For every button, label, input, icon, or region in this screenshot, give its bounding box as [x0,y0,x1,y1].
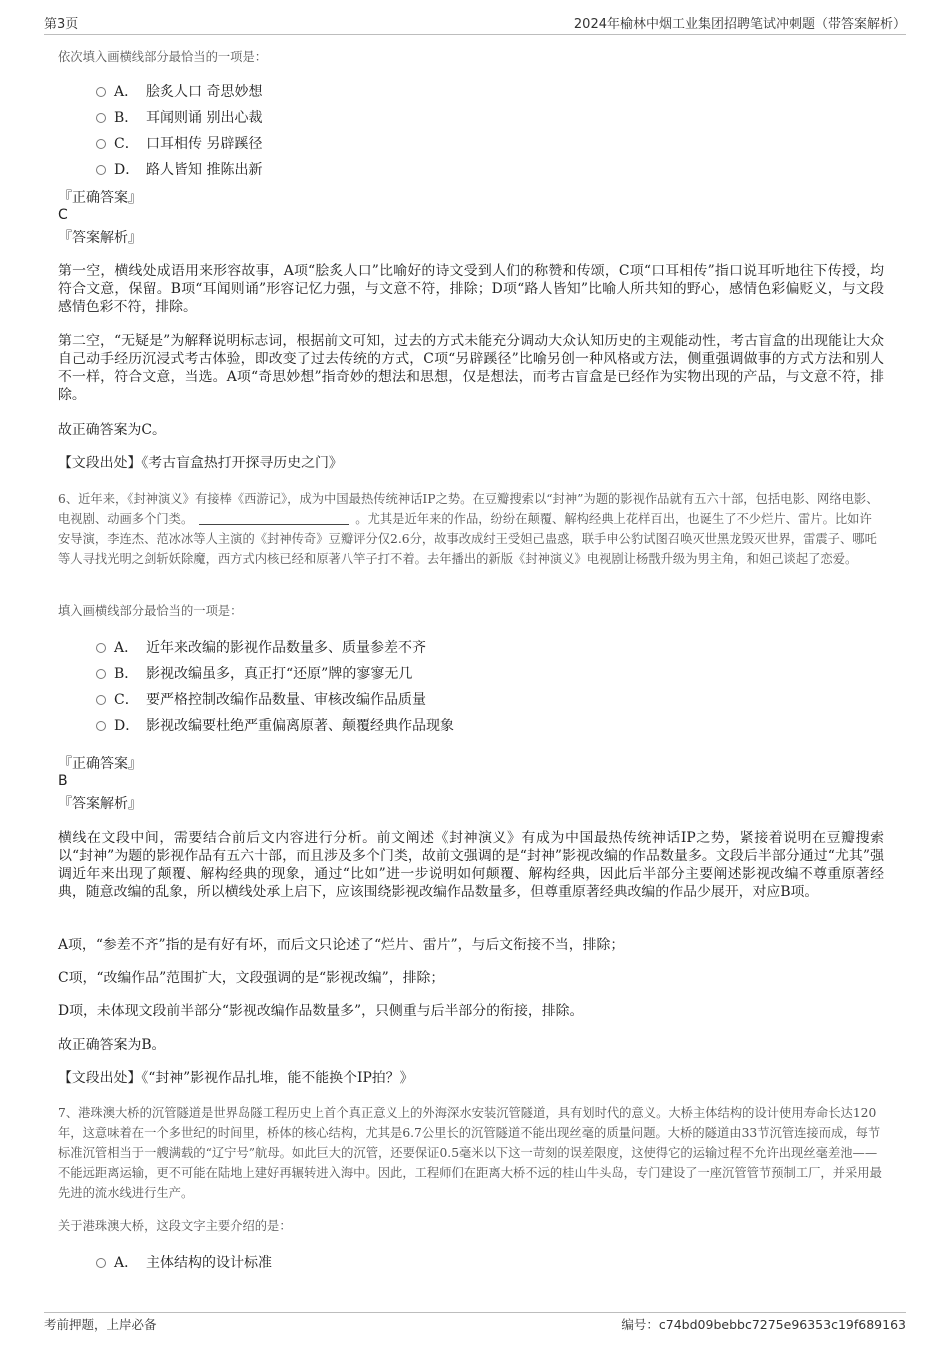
radio-icon[interactable] [96,643,106,653]
q5-option-c[interactable]: C． 口耳相传 另辟蹊径 [96,134,262,154]
q5-analysis-p1: 第一空，横线处成语用来形容故事，A项“脍炙人口”比喻好的诗文受到人们的称赞和传颂，C项“口耳相传”指口说耳听地往下传授，均符合文意，保留。B项“耳闻则诵”形容记忆力强，与文意不符，排除；D项“路人皆知”比喻人所共知的野心，感情色彩偏贬义，与文段感情色彩不符，排除。 [58,263,884,315]
q5-option-b[interactable]: B． 耳闻则诵 别出心裁 [96,108,262,128]
q5-conclusion: 故正确答案为C。 [58,422,166,438]
q7-prompt: 关于港珠澳大桥，这段文字主要介绍的是： [58,1219,292,1233]
radio-icon[interactable] [96,669,106,679]
page-number: 第3页 [44,17,79,32]
q6-answer: B [58,773,68,789]
page-header [44,10,906,35]
q5-analysis-p2: 第二空，“无疑是”为解释说明标志词，根据前文可知，过去的方式未能充分调动大众认知历史的主观能动性，考古盲盒的出现能让大众自己动手经历沉浸式考古体验，即改变了过去传统的方式，C项“另辟蹊径”比喻另创一种风格或方法，侧重强调做事的方式方法和别人不一样，符合文意，当选。A项“奇思妙想”指奇妙的想法和思想，仅是想法，而考古盲盒是已经作为实物出现的产品，与文意不符，排除。 [58,333,884,403]
q6-option-c[interactable]: C． 要严格控制改编作品数量、审核改编作品质量 [96,690,426,710]
q6-analysis-d: D项，未体现文段前半部分“影视改编作品数量多”，只侧重与后半部分的衔接，排除。 [58,1003,584,1019]
radio-icon[interactable] [96,165,106,175]
q7-option-a[interactable]: A． 主体结构的设计标准 [96,1253,272,1273]
radio-icon[interactable] [96,87,106,97]
q6-source: 【文段出处】《“封神”影视作品扎堆，能不能换个IP拍？》 [58,1070,414,1086]
radio-icon[interactable] [96,139,106,149]
q6-conclusion: 故正确答案为B。 [58,1037,166,1053]
fill-blank-line [199,512,349,525]
q6-answer-label: 『正确答案』 [58,756,142,772]
q6-prompt: 填入画横线部分最恰当的一项是： [58,604,243,618]
q6-option-b[interactable]: B． 影视改编虽多，真正打“还原”牌的寥寥无几 [96,664,412,684]
radio-icon[interactable] [96,695,106,705]
q5-source: 【文段出处】《考古盲盒热打开探寻历史之门》 [58,455,343,471]
q6-analysis-a: A项，“参差不齐”指的是有好有坏，而后文只论述了“烂片、雷片”，与后文衔接不当，排除； [58,937,625,953]
q6-analysis-label: 『答案解析』 [58,796,142,812]
footer-slogan: 考前押题，上岸必备 [44,1317,157,1332]
document-title: 2024年榆林中烟工业集团招聘笔试冲刺题（带答案解析） [573,17,906,32]
q5-option-a[interactable]: A． 脍炙人口 奇思妙想 [96,82,262,102]
q5-answer: C [58,207,68,223]
radio-icon[interactable] [96,721,106,731]
q6-passage: 6、近年来，《封神演义》有接棒《西游记》，成为中国最热传统神话IP之势。在豆瓣搜索以“封神”为题的影视作品就有五六十部，包括电影、网络电影、电视剧、动画多个门类。 。尤其是近年来的作品，纷纷在颠覆、解构经典上花样百出，也诞生了不少烂片、雷片。比如许安导演，李连杰、范冰冰等人主演的《封神传奇》豆瓣评分仅2.6分，故事改成纣王受妲己蛊惑，联手申公豹试图召唤灭世黑龙毁灭世界，雷震子、哪吒等人寻找光明之剑斩妖除魔，西方式内核已经和原著八竿子打不着。去年播出的新版《封神演义》电视剧让杨戬升级为男主角，和妲己谈起了恋爱。 [58,492,879,566]
q6-option-a[interactable]: A． 近年来改编的影视作品数量多、质量参差不齐 [96,638,426,658]
q6-option-d[interactable]: D． 影视改编要杜绝严重偏离原著、颠覆经典作品现象 [96,716,454,736]
q5-prompt: 依次填入画横线部分最恰当的一项是： [58,50,268,64]
q6-analysis-p1: 横线在文段中间，需要结合前后文内容进行分析。前文阐述《封神演义》有成为中国最热传统神话IP之势，紧接着说明在豆瓣搜索以“封神”为题的影视作品有五六十部，而且涉及多个门类，故前文强调的是“封神”影视改编的作品数量多。文段后半部分通过“尤其”强调近年来出现了颠覆、解构经典的现象，通过“比如”进一步说明如何颠覆、解构经典，因此后半部分主要阐述影视改编不尊重原著经典，随意改编的乱象，所以横线处承上启下，应该围绕影视改编作品数量多，但尊重原著经典改编的作品少展开，对应B项。 [58,830,884,900]
q7-passage: 7、港珠澳大桥的沉管隧道是世界岛隧工程历史上首个真正意义上的外海深水安装沉管隧道，具有划时代的意义。大桥主体结构的设计使用寿命长达120年，这意味着在一个多世纪的时间里，桥体的核心结构，尤其是6.7公里长的沉管隧道不能出现丝毫的质量问题。大桥的隧道由33节沉管连接而成，每节标准沉管相当于一艘满载的“辽宁号”航母。如此巨大的沉管，还要保证0.5毫米以下这一苛刻的误差限度，这使得它的运输过程不允许出现丝毫差池——不能远距离运输，更不可能在陆地上建好再辗转进入海中。因此，工程师们在距离大桥不远的桂山牛头岛，专门建设了一座沉管管节预制工厂，并采用最先进的流水线进行生产。 [58,1106,882,1200]
q5-option-d[interactable]: D． 路人皆知 推陈出新 [96,160,262,180]
page-footer [44,1312,906,1332]
radio-icon[interactable] [96,1258,106,1268]
q6-analysis-c: C项，“改编作品”范围扩大，文段强调的是“影视改编”，排除； [58,970,445,986]
q5-analysis-label: 『答案解析』 [58,230,142,246]
q5-answer-label: 『正确答案』 [58,190,142,206]
document-id: 编号：c74bd09bebbc7275e96353c19f689163 [621,1317,906,1332]
radio-icon[interactable] [96,113,106,123]
